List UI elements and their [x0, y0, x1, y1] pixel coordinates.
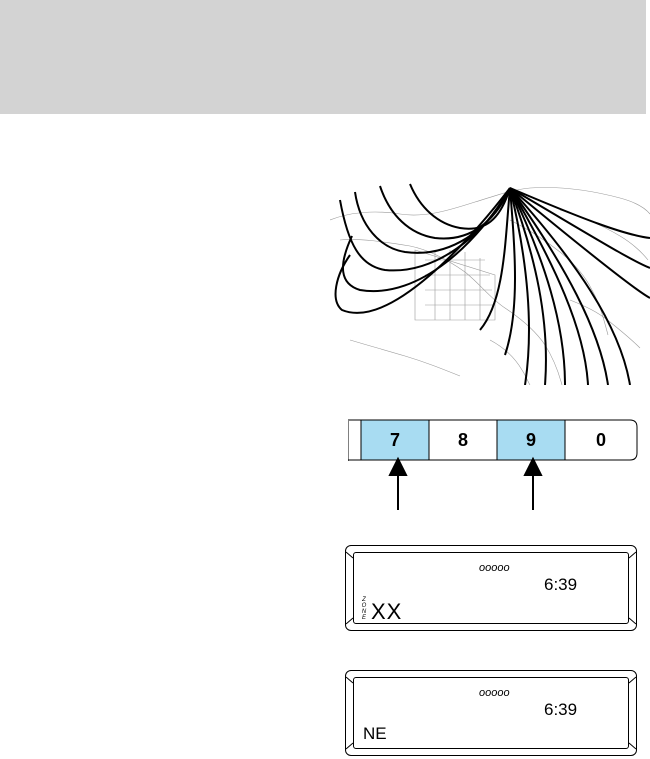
clock-time: 6:39 [544, 700, 578, 719]
zone-lines [336, 184, 650, 385]
keypad-diagram [348, 415, 638, 515]
display-screen [353, 677, 629, 749]
key-9-label: 9 [525, 430, 536, 450]
arrow-up-icon [390, 459, 406, 510]
key-8-label: 8 [457, 430, 468, 450]
display-zone-setting [345, 545, 637, 631]
indicator-circles: ooooo [479, 562, 510, 574]
compass-zone-map [330, 180, 650, 385]
key-0-label: 0 [595, 430, 606, 450]
compass-direction: NE [363, 724, 387, 743]
indicator-circles: ooooo [479, 687, 510, 699]
zone-label: Z O N E [361, 597, 367, 621]
display-screen [353, 552, 629, 624]
display-compass-heading [345, 670, 637, 756]
zone-value: XX [371, 599, 403, 624]
clock-time: 6:39 [544, 575, 578, 594]
arrow-up-icon [525, 459, 541, 510]
key-7-label: 7 [389, 430, 400, 450]
header-band [0, 0, 646, 114]
